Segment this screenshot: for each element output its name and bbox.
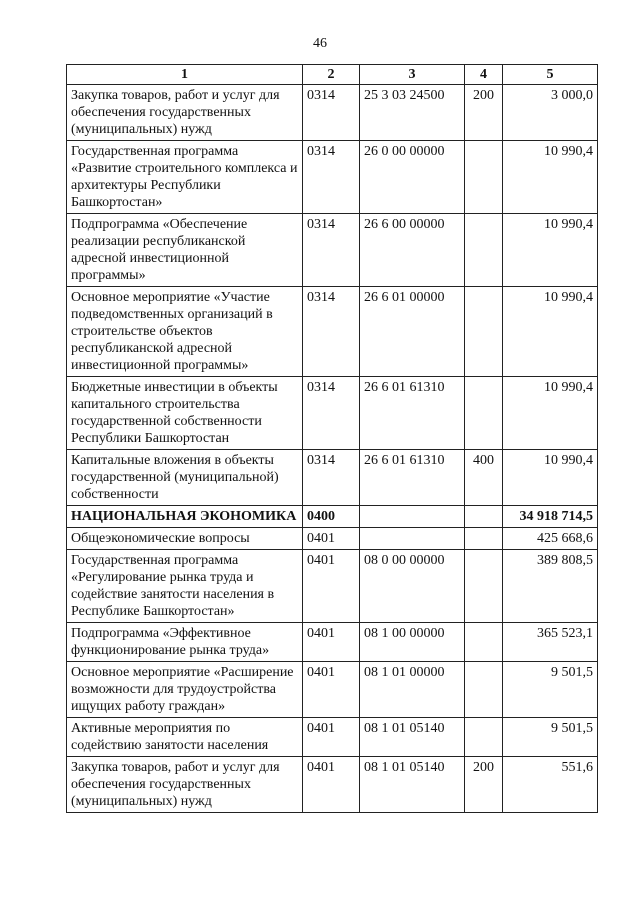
row-section-code: 0401 bbox=[303, 718, 360, 757]
table-row bbox=[67, 662, 598, 718]
row-name: Общеэкономические вопросы bbox=[67, 528, 303, 550]
row-target-article bbox=[360, 506, 465, 528]
table-row bbox=[67, 506, 598, 528]
row-expense-type: 400 bbox=[465, 450, 503, 506]
row-expense-type bbox=[465, 623, 503, 662]
row-name: Капитальные вложения в объекты государственной (муниципальной) собственности bbox=[67, 450, 303, 506]
row-expense-type bbox=[465, 141, 503, 214]
table-row bbox=[67, 718, 598, 757]
budget-table bbox=[66, 64, 598, 813]
row-amount: 389 808,5 bbox=[503, 550, 598, 623]
row-section-code: 0400 bbox=[303, 506, 360, 528]
row-expense-type bbox=[465, 718, 503, 757]
row-target-article: 08 1 01 05140 bbox=[360, 757, 465, 813]
row-amount: 9 501,5 bbox=[503, 718, 598, 757]
table-row bbox=[67, 623, 598, 662]
table-row bbox=[67, 287, 598, 377]
row-target-article: 08 1 01 00000 bbox=[360, 662, 465, 718]
row-section-code: 0314 bbox=[303, 377, 360, 450]
header-col-4: 4 bbox=[465, 65, 503, 85]
row-amount: 10 990,4 bbox=[503, 287, 598, 377]
row-expense-type bbox=[465, 506, 503, 528]
row-expense-type bbox=[465, 287, 503, 377]
row-target-article: 08 0 00 00000 bbox=[360, 550, 465, 623]
row-target-article: 26 0 00 00000 bbox=[360, 141, 465, 214]
row-section-code: 0314 bbox=[303, 450, 360, 506]
table-row bbox=[67, 757, 598, 813]
row-expense-type: 200 bbox=[465, 85, 503, 141]
table-row bbox=[67, 214, 598, 287]
row-target-article bbox=[360, 528, 465, 550]
row-target-article: 08 1 00 00000 bbox=[360, 623, 465, 662]
header-col-2: 2 bbox=[303, 65, 360, 85]
row-expense-type bbox=[465, 662, 503, 718]
row-section-code: 0401 bbox=[303, 757, 360, 813]
table-row bbox=[67, 377, 598, 450]
row-target-article: 26 6 01 00000 bbox=[360, 287, 465, 377]
row-amount: 365 523,1 bbox=[503, 623, 598, 662]
row-expense-type bbox=[465, 377, 503, 450]
header-col-1: 1 bbox=[67, 65, 303, 85]
table-row bbox=[67, 141, 598, 214]
row-section-code: 0401 bbox=[303, 623, 360, 662]
row-section-code: 0314 bbox=[303, 141, 360, 214]
row-target-article: 26 6 00 00000 bbox=[360, 214, 465, 287]
row-target-article: 08 1 01 05140 bbox=[360, 718, 465, 757]
row-section-code: 0401 bbox=[303, 550, 360, 623]
row-expense-type bbox=[465, 214, 503, 287]
row-amount: 3 000,0 bbox=[503, 85, 598, 141]
row-amount: 34 918 714,5 bbox=[503, 506, 598, 528]
row-section-code: 0314 bbox=[303, 287, 360, 377]
header-col-3: 3 bbox=[360, 65, 465, 85]
row-section-code: 0314 bbox=[303, 214, 360, 287]
row-name: Государственная программа «Регулирование рынка труда и содействие занятости населения в Республике Башкортостан» bbox=[67, 550, 303, 623]
row-name: Основное мероприятие «Расширение возможности для трудоустройства ищущих работу граждан» bbox=[67, 662, 303, 718]
row-section-code: 0314 bbox=[303, 85, 360, 141]
row-amount: 10 990,4 bbox=[503, 214, 598, 287]
row-name: Активные мероприятия по содействию занятости населения bbox=[67, 718, 303, 757]
row-target-article: 26 6 01 61310 bbox=[360, 377, 465, 450]
table-row bbox=[67, 528, 598, 550]
table-row bbox=[67, 450, 598, 506]
row-target-article: 25 3 03 24500 bbox=[360, 85, 465, 141]
row-amount: 10 990,4 bbox=[503, 450, 598, 506]
row-expense-type: 200 bbox=[465, 757, 503, 813]
row-expense-type bbox=[465, 550, 503, 623]
row-name: Подпрограмма «Обеспечение реализации республиканской адресной инвестиционной программы» bbox=[67, 214, 303, 287]
row-name: Бюджетные инвестиции в объекты капитального строительства государственной собственности Республики Башкортостан bbox=[67, 377, 303, 450]
row-expense-type bbox=[465, 528, 503, 550]
row-section-code: 0401 bbox=[303, 528, 360, 550]
row-name: Основное мероприятие «Участие подведомственных организаций в строительстве объектов республиканской адресной инвестиционной программы» bbox=[67, 287, 303, 377]
row-target-article: 26 6 01 61310 bbox=[360, 450, 465, 506]
page-number: 46 bbox=[313, 36, 327, 51]
row-name: Закупка товаров, работ и услуг для обеспечения государственных (муниципальных) нужд bbox=[67, 757, 303, 813]
table-body bbox=[67, 85, 598, 813]
row-name: НАЦИОНАЛЬНАЯ ЭКОНОМИКА bbox=[67, 506, 303, 528]
row-name: Государственная программа «Развитие строительного комплекса и архитектуры Республики Башкортостан» bbox=[67, 141, 303, 214]
table-header-row bbox=[67, 65, 598, 85]
row-section-code: 0401 bbox=[303, 662, 360, 718]
row-amount: 425 668,6 bbox=[503, 528, 598, 550]
table-row bbox=[67, 85, 598, 141]
row-amount: 10 990,4 bbox=[503, 377, 598, 450]
row-name: Закупка товаров, работ и услуг для обеспечения государственных (муниципальных) нужд bbox=[67, 85, 303, 141]
row-amount: 10 990,4 bbox=[503, 141, 598, 214]
header-col-5: 5 bbox=[503, 65, 598, 85]
row-name: Подпрограмма «Эффективное функционирование рынка труда» bbox=[67, 623, 303, 662]
row-amount: 551,6 bbox=[503, 757, 598, 813]
table-row bbox=[67, 550, 598, 623]
row-amount: 9 501,5 bbox=[503, 662, 598, 718]
